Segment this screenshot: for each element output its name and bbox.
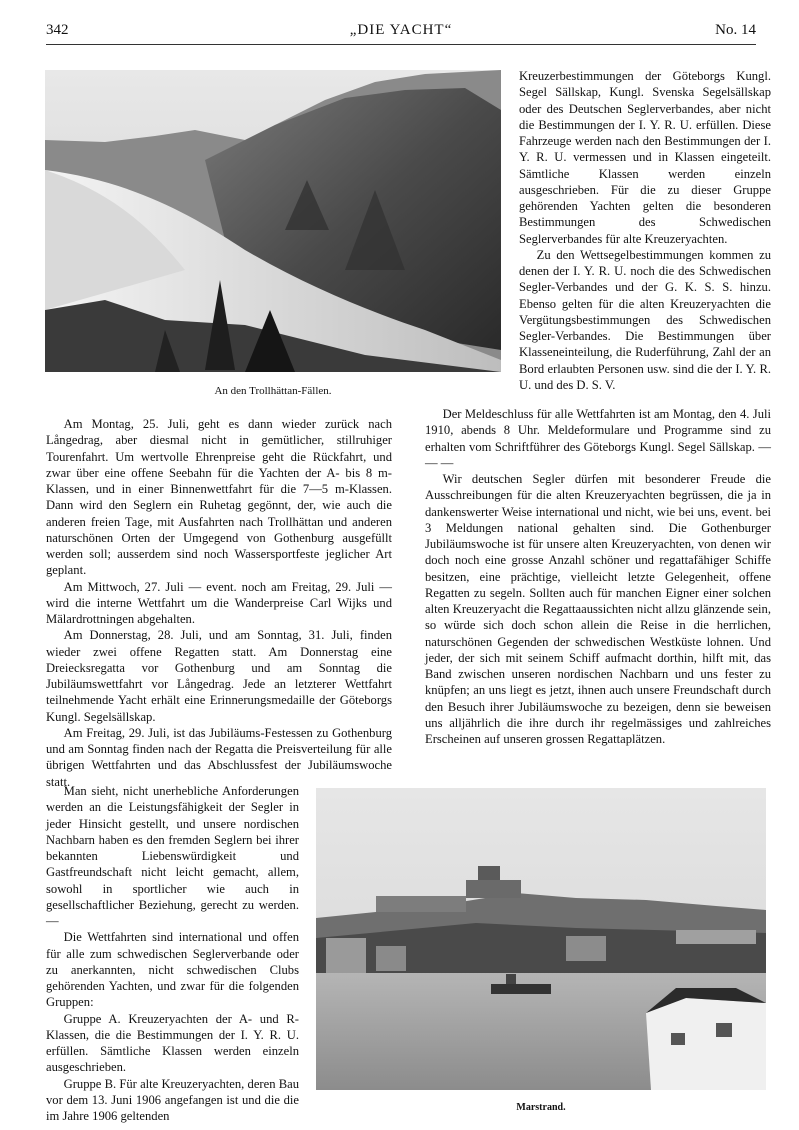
top-photo-caption: An den Trollhättan-Fällen. <box>214 385 332 397</box>
paragraph: Am Donnerstag, 28. Juli, und am Sonntag, 31. Juli, finden wieder zwei offene Regatten statt. Am Donnerstag eine Dreiecksregatta vor Gothenburg und am Sonntag die Jubiläumswettfahrt vor Långedrag. Jede an letzterer Wettfahrt teilnehmende Yacht erhält eine Erinnerungsmedaille der Göteborgs Kungl. Segelsällskap. <box>46 628 392 724</box>
paragraph: Am Freitag, 29. Juli, ist das Jubiläums-Festessen zu Gothenburg und am Sonntag finden nach der Regatta die Preisverteilung für alle übrigen Wettfahrten und das Abschlussfest der Jubiläumswoche statt. <box>46 725 392 789</box>
paragraph: Man sieht, nicht unerhebliche Anforderungen werden an die Leistungsfähigkeit der Segler in jeder Hinsicht gestellt, und unsere nordischen Nachbarn haben es den fremden Seglern bei ihrer bekannten Liebenswürdigkeit und Gastfreundschaft nicht leicht gemacht, allem, sowohl in sportlicher wie auch in gesellschaftlicher Beziehung, gerecht zu werden. — <box>46 784 299 928</box>
marstrand-photo <box>316 788 766 1090</box>
left-column-lower <box>46 783 299 1124</box>
paragraph: Kreuzerbestimmungen der Göteborgs Kungl. Segel Sällskap, Kungl. Svenska Segelsällskap oder des Deutschen Seglerverbandes, aber nicht die Bestimmungen der I. Y. R. U. erfüllen. Diese Fahrzeuge werden nach den Bestimmungen der I. Y. R. U. vermessen und in Klassen eingeteilt. Sämtliche Klassen werden einzeln ausgeschrieben. Für die zu dieser Gruppe gehörenden Yachten gelten die besonderen Bestimmungen des Schwedischen Seglerverbandes für alte Kreuzeryachten. <box>519 69 771 246</box>
trollhattan-photo <box>45 70 501 372</box>
paragraph: Gruppe B. Für alte Kreuzeryachten, deren Bau vor dem 13. Juni 1906 angefangen ist und die die im Jahre 1906 geltenden <box>46 1076 299 1123</box>
header-rule <box>46 44 756 45</box>
page-number: 342 <box>46 22 69 38</box>
right-column-lower <box>425 406 771 747</box>
paragraph: Der Meldeschluss für alle Wettfahrten ist am Montag, den 4. Juli 1910, abends 8 Uhr. Meldeformulare und Programme sind zu erhalten vom Schriftführer des Göteborgs Kungl. Segel Sällskap. — — — <box>425 407 771 470</box>
right-column-upper <box>519 68 771 393</box>
paragraph: Zu den Wettsegelbestimmungen kommen zu denen der I. Y. R. U. noch die des Schwedischen Segler-Verbandes und der G. K. S. S. hinzu. Ebenso gelten für die alten Kreuzeryachten die Vergütungsbestimmungen des Schwedischen Segler-Verbandes. Die Bestimmungen über Klasseneinteilung, die Ruderführung, Zahl der an Bord erlaubten Personen usw. sind die der I. Y. R. U. und des D. S. V. <box>519 247 771 392</box>
paragraph: Am Mittwoch, 27. Juli — event. noch am Freitag, 29. Juli — wird die interne Wettfahrt um die Wanderpreise Carl Wijks und Mälardrottningen abgehalten. <box>46 579 392 626</box>
paragraph: Wir deutschen Segler dürfen mit besonderer Freude die Ausschreibungen für die alten Kreuzeryachten begrüssen, die ja in dankenswerter Weise international und nicht, wie bei uns, event. bei 3 Meldungen national gehalten sind. Die Gothenburger Jubiläumswoche ist für unsere alten Kreuzeryachten, von denen wir doch noch eine grosse Anzahl schöner und regattafähiger Schiffe besitzen, eine prächtige, vielleicht letzte Gelegenheit, offene Regatten zu segeln. Sollten auch für manchen Eigner einer solchen alten Kreuzeryacht die Regattaaussichten nicht allzu glänzende sein, so würde sich doch schon allein die Reise in die herrlichen, naturschönen Gegenden der schwedischen Westküste lohnen. Und jeder, der sich mit seinem Schiff aufmacht dorthin, hilft mit, das Band zwischen unseren nordischen Nachbarn und uns fester zu knüpfen; an uns liegt es jetzt, ihnen auch unsere Freundschaft durch den Besuch ihrer Jubiläumswoche zu bezeigen, denn sie beweisen uns alljährlich die ihre durch ihr regelmässiges und zahlreiches Erscheinen auf unseren grossen Regattaplätzen. <box>425 472 771 746</box>
left-column-upper <box>46 416 392 790</box>
running-header <box>46 18 756 46</box>
journal-title: „DIE YACHT“ <box>349 22 453 38</box>
issue-number: No. 14 <box>715 22 756 38</box>
paragraph: Gruppe A. Kreuzeryachten der A- und R-Klassen, die die Bestimmungen der I. Y. R. U. erfüllen. Sämtliche Klassen werden einzeln ausgeschrieben. <box>46 1011 299 1075</box>
paragraph: Am Montag, 25. Juli, geht es dann wieder zurück nach Långedrag, aber diesmal nicht in gemütlicher, stillruhiger Tourenfahrt. Um wertvolle Ehrenpreise geht die Rückfahrt, und zwar über eine offene Seebahn für die Yachten der A- bis 8 m-Klassen, und in einer Binnenwettfahrt für die 7—5 m-Klassen. Dann wird den Seglern ein Ruhetag gegönnt, der, wie auch die anderen freien Tage, mit Ausfahrten nach Trollhättan und anderen naturschönen Orten der Umgegend von Gothenburg ausgefüllt werden soll; ausserdem sind noch Wassersportfeste jeglicher Art geplant. <box>46 417 392 578</box>
bottom-photo-caption: Marstrand. <box>516 1102 566 1113</box>
paragraph: Die Wettfahrten sind international und offen für alle zum schwedischen Seglerverbande oder zu anerkannten, nicht schwedischen Clubs gehörenden Yachten, und zwar für die folgenden Gruppen: <box>46 930 299 1010</box>
